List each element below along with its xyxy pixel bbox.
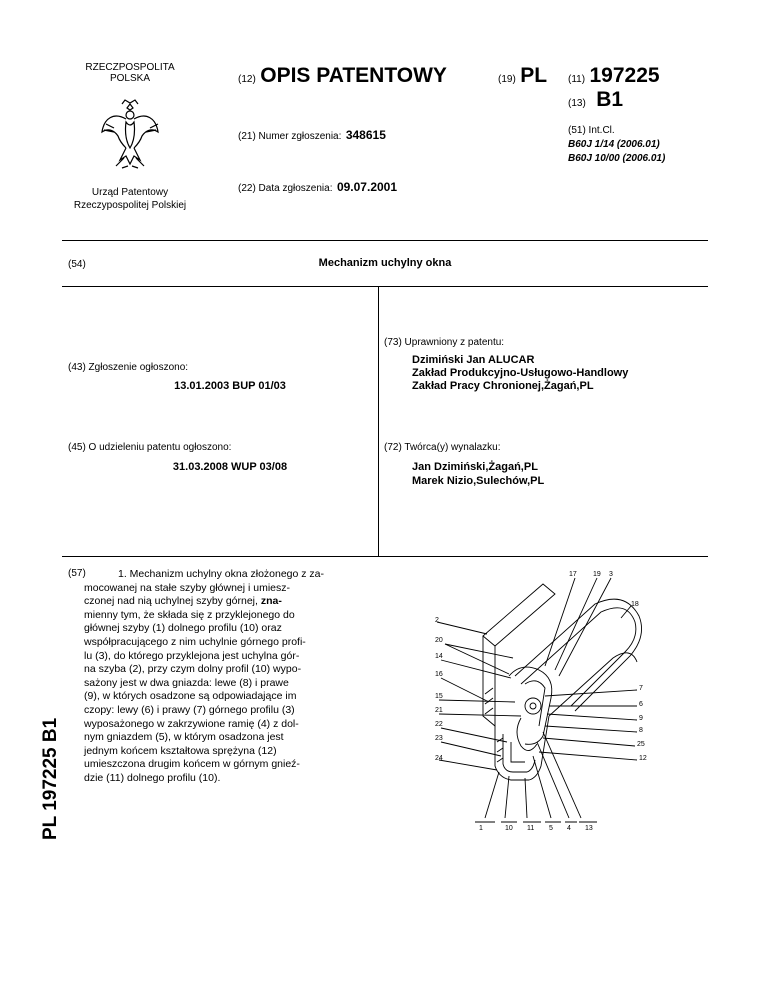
ipc-1: B60J 1/14 (2006.01) — [568, 139, 660, 150]
claim-line: na szyba (2), przy czym dolny profil (10) wypo- — [84, 663, 302, 676]
svg-text:25: 25 — [637, 741, 645, 748]
ipc-classification — [568, 124, 665, 166]
patent-number-value: 197225 — [589, 64, 660, 87]
claim-bold-fragment: zna- — [260, 595, 282, 608]
code-54: (54) — [68, 259, 86, 270]
svg-text:10: 10 — [505, 825, 513, 832]
divider-vertical — [378, 286, 379, 556]
claim-line: wyposażonego w zakrzywione ramię (4) z dol- — [84, 717, 299, 730]
publication-value: 13.01.2003 BUP 01/03 — [174, 380, 286, 392]
grant-value: 31.03.2008 WUP 03/08 — [172, 461, 288, 473]
svg-text:15: 15 — [435, 693, 443, 700]
svg-text:24: 24 — [435, 755, 443, 762]
mechanism-figure — [425, 566, 695, 836]
claim-line: czopy: lewy (6) i prawy (7) górnego profilu (3) — [84, 703, 295, 716]
svg-text:1: 1 — [479, 825, 483, 832]
svg-text:8: 8 — [639, 727, 643, 734]
claim-line: mienny tym, że składa się z przyklejonego do — [84, 608, 295, 621]
inventor-line-1: Jan Dzimiński,Żagań,PL — [412, 461, 538, 473]
holder-label: (73) Uprawniony z patentu: — [384, 337, 505, 348]
svg-text:2: 2 — [435, 617, 439, 624]
svg-text:22: 22 — [435, 721, 443, 728]
svg-text:14: 14 — [435, 653, 443, 660]
claim-1 — [84, 568, 376, 786]
svg-text:21: 21 — [435, 707, 443, 714]
svg-text:13: 13 — [585, 825, 593, 832]
application-number-label: (21) Numer zgłoszenia: — [238, 131, 342, 142]
kind-value: B1 — [596, 88, 624, 111]
ipc-label: (51) Int.Cl. — [568, 125, 615, 136]
application-number — [238, 126, 386, 144]
holder-line-1: Dzimiński Jan ALUCAR — [412, 354, 535, 366]
claim-line: sażony jest w dwa gniazda: lewe (8) i prawe — [84, 676, 289, 689]
inventors — [412, 460, 544, 488]
office-line-1: Urząd Patentowy — [91, 187, 169, 198]
ipc-2: B60J 10/00 (2006.01) — [568, 153, 666, 164]
claim-line: lu (3), do którego przyklejona jest uchylna gór- — [84, 649, 300, 662]
claim-line: głównej szyby (1) dolnego profilu (10) oraz — [84, 622, 282, 635]
code-13: (13) — [568, 98, 586, 109]
divider-top — [62, 240, 708, 241]
claim-line: jednym końcem kształtowa sprężyna (12) — [84, 744, 277, 757]
application-number-value: 348615 — [345, 128, 386, 142]
inventor-line-2: Marek Nizio,Sulechów,PL — [412, 475, 545, 487]
claim-line: 1. Mechanizm uchylny okna złożonego z za- — [118, 568, 325, 580]
publication-label: (43) Zgłoszenie ogłoszono: — [68, 362, 189, 373]
svg-text:16: 16 — [435, 671, 443, 678]
inventor-label: (72) Twórca(y) wynalazku: — [384, 442, 501, 453]
code-11: (11) — [568, 74, 586, 85]
divider-bottom — [62, 556, 708, 557]
claim-line: współpracującego z nim uchylnie górnego profi- — [84, 635, 306, 648]
claim-line: umieszczona drugim końcem w górnym gnieź- — [84, 758, 300, 771]
filing-date-label: (22) Data zgłoszenia: — [238, 183, 333, 194]
doc-type-title: OPIS PATENTOWY — [260, 64, 447, 87]
invention-title: Mechanizm uchylny okna — [318, 257, 452, 269]
svg-text:7: 7 — [639, 685, 643, 692]
patent-number — [568, 64, 660, 88]
holder-line-3: Zakład Pracy Chronionej,Żagań,PL — [412, 380, 594, 392]
svg-text:11: 11 — [527, 825, 535, 832]
claim-line-text: czonej nad nią uchylnej szyby górnej, — [84, 595, 258, 608]
patent-holder — [412, 354, 628, 393]
svg-text:9: 9 — [639, 715, 643, 722]
country-line-2: POLSKA — [109, 73, 151, 84]
claim-line: mocowanej na stałe szyby głównej i umiesz- — [84, 581, 291, 594]
svg-text:4: 4 — [567, 825, 571, 832]
svg-text:12: 12 — [639, 755, 647, 762]
claim-line — [84, 595, 376, 609]
divider-title — [62, 286, 708, 287]
side-patent-code: PL 197225 B1 — [40, 717, 61, 840]
code-12: (12) — [238, 74, 256, 85]
country-code-value: PL — [520, 64, 548, 87]
holder-line-2: Zakład Produkcyjno-Usługowo-Handlowy — [412, 367, 629, 379]
office-line-2: Rzeczypospolitej Polskiej — [73, 200, 187, 211]
document-type — [238, 64, 447, 88]
svg-text:5: 5 — [549, 825, 553, 832]
filing-date-value: 09.07.2001 — [336, 180, 398, 194]
code-19: (19) — [498, 74, 516, 85]
claim-line: nym gniazdem (5), w którym osadzona jest — [84, 731, 284, 744]
claim-line: (9), w których osadzone są odpowiadające im — [84, 690, 297, 703]
grant-label: (45) O udzieleniu patentu ogłoszono: — [68, 442, 232, 453]
country-name — [60, 62, 200, 84]
svg-text:19: 19 — [593, 571, 601, 578]
svg-text:6: 6 — [639, 701, 643, 708]
country-line-1: RZECZPOSPOLITA — [85, 62, 175, 73]
svg-text:23: 23 — [435, 735, 443, 742]
svg-text:20: 20 — [435, 637, 443, 644]
svg-text:17: 17 — [569, 571, 577, 578]
filing-date — [238, 178, 397, 196]
country-code — [498, 64, 547, 88]
svg-text:18: 18 — [631, 601, 639, 608]
eagle-emblem-icon — [100, 98, 160, 176]
patent-office — [50, 186, 210, 212]
kind-code — [568, 88, 623, 112]
claim-line: dzie (11) dolnego profilu (10). — [84, 771, 221, 784]
code-57: (57) — [68, 568, 86, 579]
svg-text:3: 3 — [609, 571, 613, 578]
